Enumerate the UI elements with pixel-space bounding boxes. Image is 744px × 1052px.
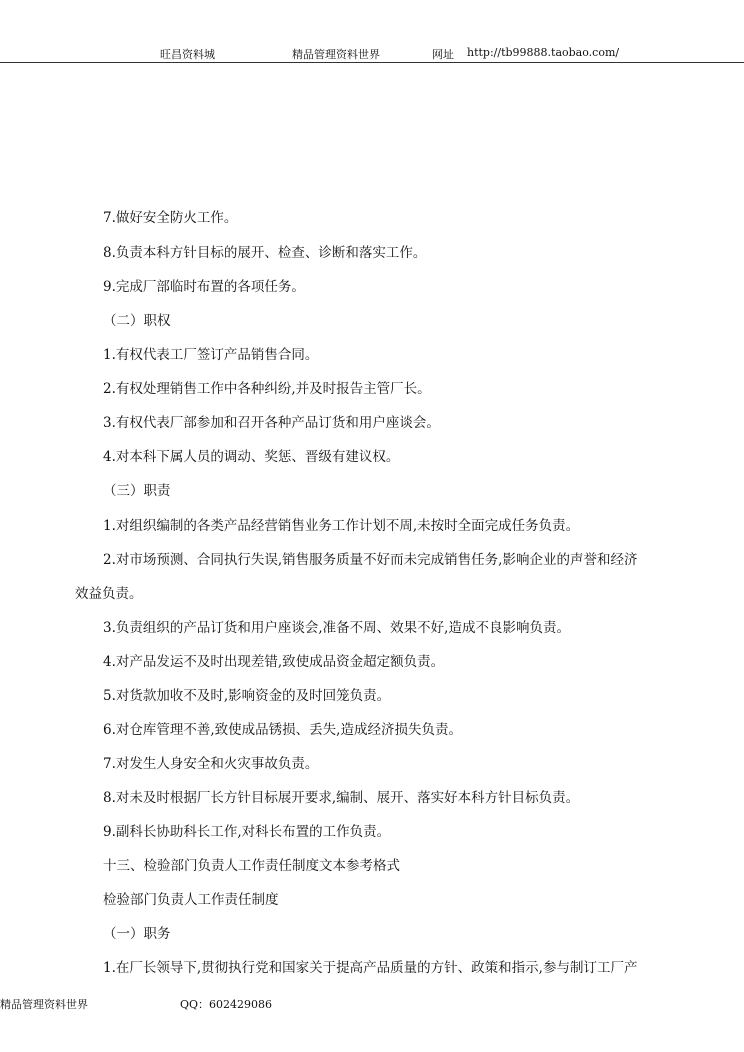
header-title: 精品管理资料世界 (292, 48, 380, 61)
section-heading: （二）职权 (103, 313, 171, 329)
section-heading: （一）职务 (103, 926, 171, 942)
header-site-name: 旺昌资料城 (160, 48, 215, 61)
text-line: 2.有权处理销售工作中各种纠纷,并及时报告主管厂长。 (103, 381, 431, 397)
text-line: 5.对货款加收不及时,影响资金的及时回笼负责。 (103, 688, 391, 704)
text-line: 1.在厂长领导下,贯彻执行党和国家关于提高产品质量的方针、政策和指示,参与制订工厂产 (103, 960, 638, 976)
text-line: 9.完成厂部临时布置的各项任务。 (103, 279, 305, 295)
page-header (0, 0, 744, 63)
text-line: 1.对组织编制的各类产品经营销售业务工作计划不周,未按时全面完成任务负责。 (103, 518, 580, 534)
footer-qq: QQ：602429086 (180, 998, 273, 1011)
header-url-label: 网址 (432, 48, 454, 61)
text-line: 8.负责本科方针目标的展开、检查、诊断和落实工作。 (103, 245, 427, 261)
text-line: 效益负责。 (75, 586, 143, 602)
text-line: 4.对产品发运不及时出现差错,致使成品资金超定额负责。 (103, 654, 445, 670)
text-line: 6.对仓库管理不善,致使成品锈损、丢失,造成经济损失负责。 (103, 722, 462, 738)
text-line: 1.有权代表工厂签订产品销售合同。 (103, 347, 319, 363)
text-line: 3.有权代表厂部参加和召开各种产品订货和用户座谈会。 (103, 415, 440, 431)
text-line: 8.对未及时根据厂长方针目标展开要求,编制、展开、落实好本科方针目标负责。 (103, 790, 580, 806)
header-url-link[interactable]: http://tb99888.taobao.com/ (467, 46, 620, 59)
footer-title: 精品管理资料世界 (0, 998, 88, 1011)
text-line: 9.副科长协助科长工作,对科长布置的工作负责。 (103, 824, 391, 840)
text-line: 7.对发生人身安全和火灾事故负责。 (103, 756, 319, 772)
text-line: 2.对市场预测、合同执行失误,销售服务质量不好而未完成销售任务,影响企业的声誉和经济 (103, 552, 638, 568)
section-heading: 十三、检验部门负责人工作责任制度文本参考格式 (103, 858, 400, 874)
section-heading: 检验部门负责人工作责任制度 (103, 892, 279, 908)
text-line: 7.做好安全防火工作。 (103, 210, 238, 226)
section-heading: （三）职责 (103, 483, 171, 499)
text-line: 3.负责组织的产品订货和用户座谈会,准备不周、效果不好,造成不良影响负责。 (103, 620, 570, 636)
text-line: 4.对本科下属人员的调动、奖惩、晋级有建议权。 (103, 449, 400, 465)
